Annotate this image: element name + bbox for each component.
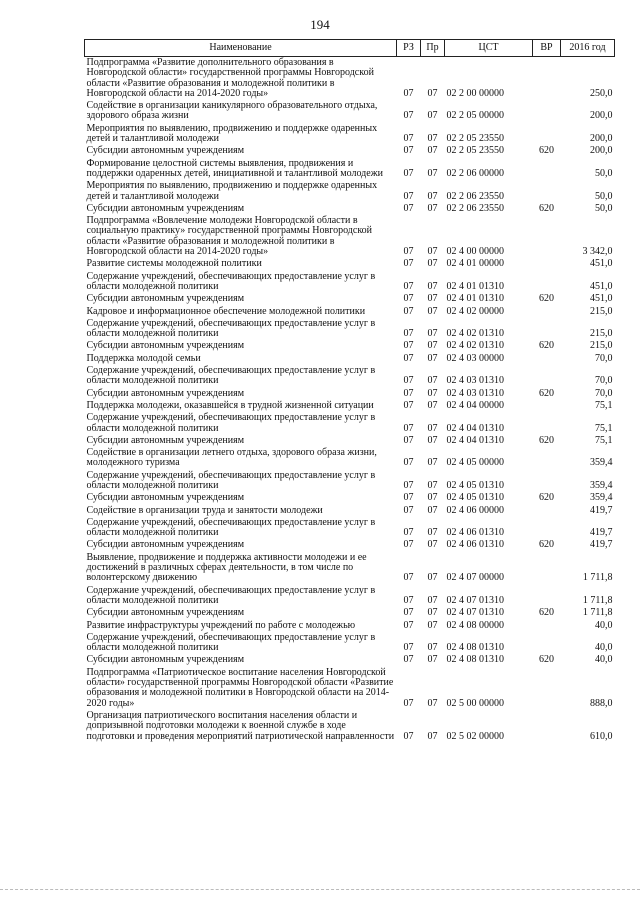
row-name: Формирование целостной системы выявления, продвижения и поддержки одаренных детей, инициативной и талантливой молодежи	[86, 157, 383, 179]
table-row	[85, 293, 615, 305]
row-value: 70,0	[595, 387, 613, 399]
row-cst: 02 4 05 01310	[446, 479, 504, 491]
table-row	[85, 412, 615, 435]
row-vr	[533, 517, 561, 540]
table-row	[85, 306, 615, 318]
row-pr: 07	[427, 607, 438, 619]
table-row	[85, 215, 615, 258]
row-cst: 02 4 02 01310	[446, 328, 504, 340]
header-name: Наименование	[85, 40, 397, 57]
row-name: Поддержка молодежи, оказавшейся в трудной жизненной ситуации	[86, 399, 374, 411]
row-value: 888,0	[590, 697, 613, 709]
row-name: Выявление, продвижение и поддержка активности молодежи и ее достижений в различных сферах деятельности, в том числе по волонтерскому движению	[86, 551, 367, 584]
table-row	[85, 353, 615, 365]
row-cst: 02 4 07 01310	[446, 607, 504, 619]
row-value: 1 711,8	[582, 572, 613, 584]
row-rz: 07	[403, 422, 414, 434]
row-vr	[533, 505, 561, 517]
row-vr	[533, 258, 561, 270]
row-pr: 07	[427, 697, 438, 709]
row-vr	[533, 585, 561, 608]
row-name: Подпрограмма «Развитие дополнительного образования в Новгородской области» государственной программы Новгородской области «Развитие образования и молодежной политики в Новгородской области на 2014-2020 годы»	[86, 57, 374, 99]
row-vr: 620	[539, 607, 554, 619]
row-value: 215,0	[590, 328, 613, 340]
table-row	[85, 100, 615, 123]
row-rz: 07	[403, 572, 414, 584]
row-rz: 07	[403, 375, 414, 387]
row-name: Субсидии автономным учреждениям	[86, 387, 245, 399]
row-value: 200,0	[590, 110, 613, 122]
row-pr: 07	[427, 642, 438, 654]
table-row	[85, 57, 615, 101]
row-pr: 07	[427, 133, 438, 145]
row-cst: 02 4 05 00000	[446, 457, 504, 469]
row-value: 75,1	[595, 399, 613, 411]
row-name: Мероприятия по выявлению, продвижению и поддержке одаренных детей и талантливой молодежи	[86, 122, 378, 145]
row-pr: 07	[427, 457, 438, 469]
row-value: 40,0	[595, 654, 613, 666]
row-vr	[533, 632, 561, 655]
row-pr: 07	[427, 375, 438, 387]
row-rz: 07	[403, 479, 414, 491]
row-rz: 07	[403, 387, 414, 399]
row-vr: 620	[539, 293, 554, 305]
row-vr	[533, 412, 561, 435]
row-value: 359,4	[590, 479, 613, 491]
row-vr: 620	[539, 340, 554, 352]
table-row	[85, 158, 615, 181]
row-cst: 02 4 04 01310	[446, 422, 504, 434]
row-cst: 02 4 08 01310	[446, 642, 504, 654]
table-row	[85, 400, 615, 412]
row-value: 419,7	[590, 539, 613, 551]
row-vr	[533, 180, 561, 203]
row-value: 200,0	[590, 133, 613, 145]
row-value: 419,7	[590, 527, 613, 539]
row-vr	[533, 57, 561, 101]
row-pr: 07	[427, 293, 438, 305]
row-vr	[533, 123, 561, 146]
row-cst: 02 4 02 00000	[446, 305, 504, 317]
row-rz: 07	[403, 697, 414, 709]
row-pr: 07	[427, 539, 438, 551]
table-row	[85, 388, 615, 400]
header-pr: Пр	[421, 40, 445, 57]
header-rz: РЗ	[397, 40, 421, 57]
row-pr: 07	[427, 190, 438, 202]
table-row	[85, 145, 615, 157]
row-pr: 07	[427, 479, 438, 491]
bottom-divider	[0, 889, 640, 890]
row-name: Субсидии автономным учреждениям	[86, 434, 245, 446]
row-pr: 07	[427, 202, 438, 214]
row-cst: 02 4 08 01310	[446, 654, 504, 666]
table-row	[85, 318, 615, 341]
row-rz: 07	[403, 527, 414, 539]
table-row	[85, 552, 615, 585]
row-cst: 02 5 02 00000	[446, 730, 504, 742]
row-pr: 07	[427, 434, 438, 446]
row-value: 70,0	[595, 352, 613, 364]
row-name: Поддержка молодой семьи	[86, 352, 201, 364]
header-vr: ВР	[533, 40, 561, 57]
row-name: Содержание учреждений, обеспечивающих предоставление услуг в области молодежной политики	[86, 270, 376, 292]
row-cst: 02 4 03 00000	[446, 352, 504, 364]
table-row	[85, 667, 615, 710]
row-cst: 02 4 03 01310	[446, 387, 504, 399]
row-rz: 07	[403, 539, 414, 551]
row-pr: 07	[427, 258, 438, 270]
row-cst: 02 4 01 01310	[446, 280, 504, 292]
row-name: Субсидии автономным учреждениям	[86, 145, 245, 157]
table-row	[85, 505, 615, 517]
table-row	[85, 710, 615, 743]
table-row	[85, 654, 615, 666]
row-rz: 07	[403, 202, 414, 214]
row-pr: 07	[427, 328, 438, 340]
row-name: Субсидии автономным учреждениям	[86, 293, 245, 305]
row-value: 70,0	[595, 375, 613, 387]
table-row	[85, 585, 615, 608]
row-vr	[533, 215, 561, 258]
row-cst: 02 4 01 00000	[446, 258, 504, 270]
row-cst: 02 4 07 01310	[446, 594, 504, 606]
row-value: 359,4	[590, 492, 613, 504]
row-vr	[533, 306, 561, 318]
row-rz: 07	[403, 654, 414, 666]
row-value: 75,1	[595, 422, 613, 434]
row-rz: 07	[403, 594, 414, 606]
row-cst: 02 4 08 00000	[446, 619, 504, 631]
row-rz: 07	[403, 399, 414, 411]
row-vr	[533, 667, 561, 710]
row-name: Подпрограмма «Патриотическое воспитание населения Новгородской области» государственной программы Новгородской области «Развитие образования и молодежной политики в Новгородской области на 2014-2020 годы»	[86, 666, 394, 709]
row-rz: 07	[403, 190, 414, 202]
row-pr: 07	[427, 594, 438, 606]
header-year: 2016 год	[561, 40, 615, 57]
row-cst: 02 4 04 01310	[446, 434, 504, 446]
row-cst: 02 4 02 01310	[446, 340, 504, 352]
row-name: Субсидии автономным учреждениям	[86, 202, 245, 214]
row-cst: 02 2 05 23550	[446, 145, 504, 157]
row-name: Кадровое и информационное обеспечение молодежной политики	[86, 305, 366, 317]
table-body	[85, 57, 615, 743]
table-row	[85, 123, 615, 146]
table-row	[85, 271, 615, 294]
row-value: 50,0	[595, 167, 613, 179]
table-row	[85, 203, 615, 215]
row-rz: 07	[403, 607, 414, 619]
row-name: Субсидии автономным учреждениям	[86, 539, 245, 551]
table-row	[85, 607, 615, 619]
row-vr	[533, 353, 561, 365]
row-value: 75,1	[595, 434, 613, 446]
row-vr: 620	[539, 654, 554, 666]
row-name: Содержание учреждений, обеспечивающих предоставление услуг в области молодежной политики	[86, 469, 376, 491]
row-vr: 620	[539, 539, 554, 551]
row-rz: 07	[403, 352, 414, 364]
row-rz: 07	[403, 145, 414, 157]
row-value: 359,4	[590, 457, 613, 469]
table-row	[85, 340, 615, 352]
row-rz: 07	[403, 133, 414, 145]
row-rz: 07	[403, 619, 414, 631]
row-pr: 07	[427, 492, 438, 504]
row-value: 250,0	[590, 87, 613, 99]
row-pr: 07	[427, 305, 438, 317]
row-pr: 07	[427, 145, 438, 157]
table-row	[85, 632, 615, 655]
row-rz: 07	[403, 87, 414, 99]
row-rz: 07	[403, 167, 414, 179]
row-value: 451,0	[590, 280, 613, 292]
row-value: 419,7	[590, 504, 613, 516]
row-value: 215,0	[590, 340, 613, 352]
row-vr	[533, 158, 561, 181]
row-name: Содействие в организации каникулярного образовательного отдыха, здорового образа жизни	[86, 100, 378, 122]
row-rz: 07	[403, 280, 414, 292]
row-cst: 02 4 03 01310	[446, 375, 504, 387]
table-row	[85, 517, 615, 540]
row-value: 610,0	[590, 730, 613, 742]
row-name: Содержание учреждений, обеспечивающих предоставление услуг в области молодежной политики	[86, 317, 376, 340]
row-rz: 07	[403, 293, 414, 305]
row-cst: 02 2 06 00000	[446, 167, 504, 179]
row-pr: 07	[427, 730, 438, 742]
row-pr: 07	[427, 87, 438, 99]
row-vr: 620	[539, 145, 554, 157]
row-value: 40,0	[595, 642, 613, 654]
row-cst: 02 4 07 00000	[446, 572, 504, 584]
row-name: Субсидии автономным учреждениям	[86, 654, 245, 666]
row-name: Содержание учреждений, обеспечивающих предоставление услуг в области молодежной политики	[86, 516, 376, 539]
table-row	[85, 492, 615, 504]
row-cst: 02 4 06 01310	[446, 539, 504, 551]
row-name: Содействие в организации летнего отдыха, здорового образа жизни, молодежного туризма	[86, 447, 377, 469]
row-cst: 02 2 06 23550	[446, 202, 504, 214]
row-pr: 07	[427, 167, 438, 179]
row-name: Содержание учреждений, обеспечивающих предоставление услуг в области молодежной политики	[86, 365, 376, 387]
row-cst: 02 4 06 01310	[446, 527, 504, 539]
row-value: 215,0	[590, 305, 613, 317]
row-vr	[533, 710, 561, 743]
row-vr: 620	[539, 202, 554, 214]
row-vr	[533, 552, 561, 585]
row-rz: 07	[403, 258, 414, 270]
row-value: 3 342,0	[582, 246, 613, 258]
row-vr	[533, 620, 561, 632]
page-number: 194	[310, 17, 330, 32]
row-rz: 07	[403, 504, 414, 516]
row-value: 50,0	[595, 190, 613, 202]
row-vr	[533, 365, 561, 388]
table-row	[85, 180, 615, 203]
row-pr: 07	[427, 572, 438, 584]
row-vr	[533, 470, 561, 493]
row-value: 451,0	[590, 293, 613, 305]
row-cst: 02 4 00 00000	[446, 246, 504, 258]
row-pr: 07	[427, 280, 438, 292]
row-value: 1 711,8	[582, 594, 613, 606]
row-name: Содержание учреждений, обеспечивающих предоставление услуг в области молодежной политики	[86, 631, 376, 654]
table-row	[85, 470, 615, 493]
row-name: Субсидии автономным учреждениям	[86, 492, 245, 504]
row-pr: 07	[427, 527, 438, 539]
row-vr	[533, 400, 561, 412]
table-row	[85, 447, 615, 470]
row-cst: 02 4 05 01310	[446, 492, 504, 504]
row-rz: 07	[403, 642, 414, 654]
row-pr: 07	[427, 619, 438, 631]
row-cst: 02 5 00 00000	[446, 697, 504, 709]
table-row	[85, 365, 615, 388]
row-vr	[533, 318, 561, 341]
row-pr: 07	[427, 340, 438, 352]
table-row	[85, 435, 615, 447]
row-pr: 07	[427, 110, 438, 122]
row-value: 200,0	[590, 145, 613, 157]
row-pr: 07	[427, 399, 438, 411]
row-name: Организация патриотического воспитания населения области и допризывной подготовки молодежи к военной службе в ходе подготовки и проведения мероприятий патриотической направленности	[86, 709, 395, 742]
table-row	[85, 258, 615, 270]
row-cst: 02 4 06 00000	[446, 504, 504, 516]
row-vr	[533, 447, 561, 470]
row-value: 40,0	[595, 619, 613, 631]
row-vr	[533, 100, 561, 123]
row-vr: 620	[539, 492, 554, 504]
row-cst: 02 2 00 00000	[446, 87, 504, 99]
row-cst: 02 2 06 23550	[446, 190, 504, 202]
budget-table	[84, 39, 615, 743]
row-vr: 620	[539, 387, 554, 399]
row-pr: 07	[427, 504, 438, 516]
row-rz: 07	[403, 110, 414, 122]
table-header-row	[85, 40, 615, 57]
row-cst: 02 4 01 01310	[446, 293, 504, 305]
row-rz: 07	[403, 434, 414, 446]
row-cst: 02 2 05 23550	[446, 133, 504, 145]
table-row	[85, 620, 615, 632]
row-rz: 07	[403, 305, 414, 317]
row-name: Мероприятия по выявлению, продвижению и поддержке одаренных детей и талантливой молодежи	[86, 180, 378, 202]
row-rz: 07	[403, 457, 414, 469]
row-pr: 07	[427, 352, 438, 364]
row-vr: 620	[539, 434, 554, 446]
row-cst: 02 4 04 00000	[446, 399, 504, 411]
row-name: Содействие в организации труда и занятости молодежи	[86, 504, 323, 516]
row-name: Субсидии автономным учреждениям	[86, 340, 245, 352]
row-pr: 07	[427, 387, 438, 399]
row-name: Развитие системы молодежной политики	[86, 258, 262, 270]
header-cst: ЦСТ	[445, 40, 533, 57]
row-value: 50,0	[595, 202, 613, 214]
row-rz: 07	[403, 340, 414, 352]
row-name: Содержание учреждений, обеспечивающих предоставление услуг в области молодежной политики	[86, 584, 376, 606]
row-rz: 07	[403, 730, 414, 742]
row-rz: 07	[403, 492, 414, 504]
row-rz: 07	[403, 328, 414, 340]
row-vr	[533, 271, 561, 294]
row-name: Субсидии автономным учреждениям	[86, 607, 245, 619]
row-rz: 07	[403, 246, 414, 258]
table-row	[85, 539, 615, 551]
row-pr: 07	[427, 246, 438, 258]
row-name: Содержание учреждений, обеспечивающих предоставление услуг в области молодежной политики	[86, 412, 376, 434]
row-name: Развитие инфраструктуры учреждений по работе с молодежью	[86, 619, 356, 631]
row-name: Подпрограмма «Вовлечение молодежи Новгородской области в социальную практику» государственной программы Новгородской области «Развитие образования и молодежной политики в Новгородской области на 2014-2020 годы»	[86, 215, 373, 258]
row-pr: 07	[427, 654, 438, 666]
row-value: 1 711,8	[582, 607, 613, 619]
row-cst: 02 2 05 00000	[446, 110, 504, 122]
row-pr: 07	[427, 422, 438, 434]
row-value: 451,0	[590, 258, 613, 270]
